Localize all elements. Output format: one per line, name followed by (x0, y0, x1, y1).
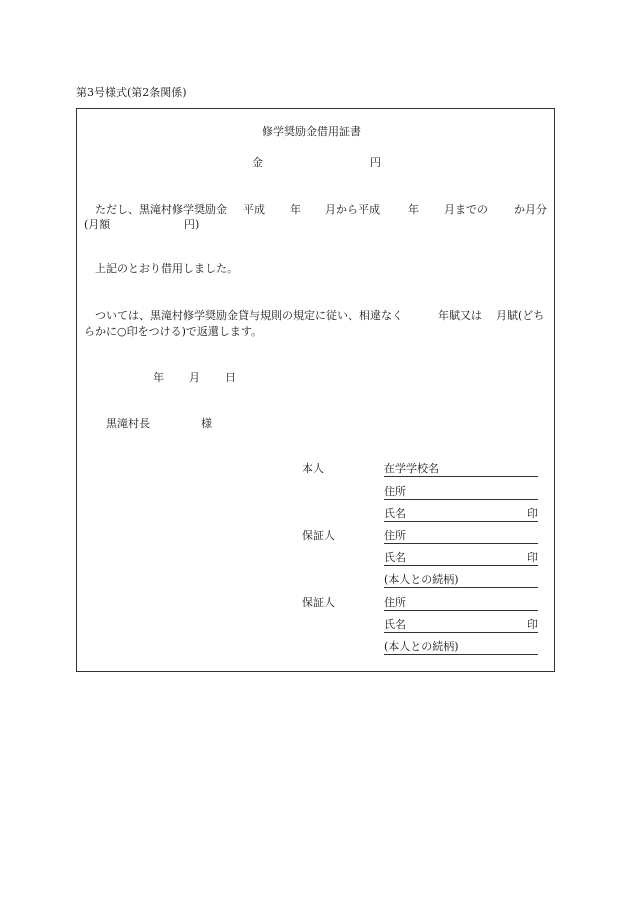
guarantor2-relation-label: (本人との続柄) (384, 640, 459, 653)
guarantor2-address-field[interactable] (384, 596, 538, 611)
self-name-label: 氏名 (384, 507, 406, 520)
self-school-label: 在学学校名 (384, 462, 439, 475)
guarantor1-name-label: 氏名 (384, 551, 406, 564)
document-title: 修学奨励金借用証書 (262, 125, 361, 138)
guarantor1-label: 保証人 (302, 529, 335, 542)
proviso-months: か月分 (514, 203, 547, 216)
monthly-amount-unit: 円) (184, 218, 200, 231)
proviso-month-to: 月までの (444, 203, 488, 216)
self-school-field[interactable] (384, 462, 538, 477)
guarantor2-relation-field[interactable] (384, 640, 538, 655)
guarantor2-name-field[interactable] (384, 618, 538, 633)
guarantor2-name-label: 氏名 (384, 618, 406, 631)
self-name-field[interactable] (384, 507, 538, 522)
self-seal-mark: 印 (527, 507, 538, 520)
monthly-amount-label: (月額 (84, 218, 111, 231)
repayment-monthly: 月賦(どち (496, 309, 545, 322)
guarantor2-address-label: 住所 (384, 596, 406, 609)
guarantor1-seal-mark: 印 (527, 551, 538, 564)
guarantor1-address-field[interactable] (384, 529, 538, 544)
guarantor1-name-field[interactable] (384, 551, 538, 566)
guarantor2-label: 保証人 (302, 596, 335, 609)
self-address-field[interactable] (384, 485, 538, 500)
self-address-label: 住所 (384, 485, 406, 498)
repayment-text-1: ついては、黒滝村修学奨励金貸与規則の規定に従い、相違なく (95, 309, 403, 322)
proviso-year-from: 年 (290, 203, 301, 216)
date-year: 年 (153, 371, 164, 384)
proviso-month-from: 月から平成 (325, 203, 380, 216)
self-label: 本人 (302, 462, 324, 475)
date-month: 月 (189, 371, 200, 384)
addressee-honorific: 様 (201, 417, 212, 430)
repayment-text-2: らかに○印をつける)で返還します。 (84, 325, 263, 338)
guarantor1-relation-field[interactable] (384, 573, 538, 588)
borrowing-statement: 上記のとおり借用しました。 (95, 262, 238, 275)
form-number: 第3号様式(第2条関係) (76, 86, 187, 99)
guarantor2-seal-mark: 印 (527, 618, 538, 631)
addressee-name: 黒滝村長 (106, 417, 150, 430)
amount-prefix: 金 (252, 156, 263, 169)
date-day: 日 (225, 371, 236, 384)
amount-unit: 円 (370, 156, 381, 169)
guarantor1-address-label: 住所 (384, 529, 406, 542)
repayment-annual: 年賦又は (438, 309, 482, 322)
proviso-era-from: 平成 (243, 203, 265, 216)
proviso-text: ただし、黒滝村修学奨励金 (95, 203, 227, 216)
proviso-year-to: 年 (408, 203, 419, 216)
guarantor1-relation-label: (本人との続柄) (384, 573, 459, 586)
